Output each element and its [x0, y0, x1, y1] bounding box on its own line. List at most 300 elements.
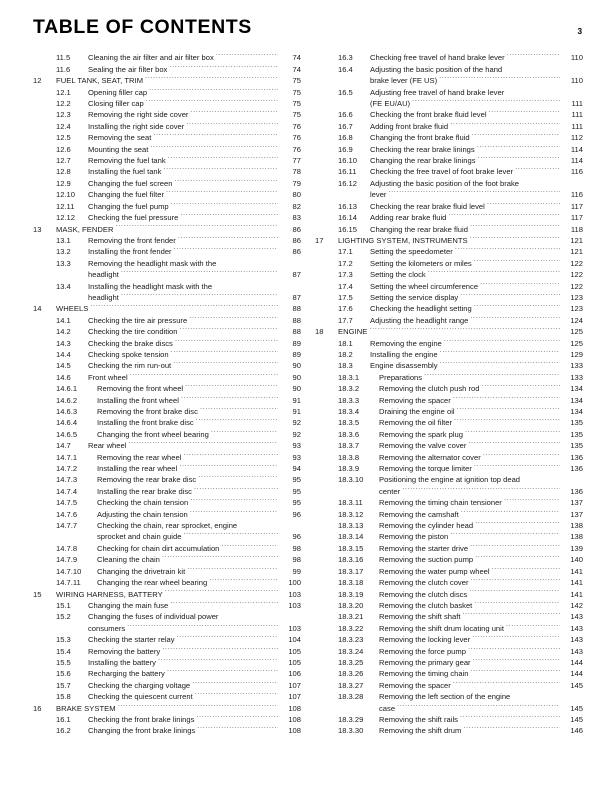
toc-dot-leader: [506, 83, 560, 94]
toc-entry-title: Checking the quiescent current: [88, 692, 193, 702]
toc-entry-title: Removing the camshaft: [379, 509, 459, 519]
toc-entry-number: 18.3.15: [338, 543, 364, 553]
toc-entry-title: Draining the engine oil: [379, 407, 455, 416]
toc-entry-title: Removing the primary gear: [379, 657, 471, 667]
toc-entry-page: 106: [288, 669, 301, 679]
toc-entry-number: 14.7.1: [56, 452, 78, 462]
toc-entry-number: 15.4: [56, 646, 71, 656]
toc-entry-title: Installing the rear brake disc: [97, 486, 192, 496]
toc-entry[interactable]: [33, 49, 301, 63]
toc-entry-number: 12.1: [56, 87, 71, 97]
toc-dot-leader: [463, 722, 560, 733]
toc-entry-title: ENGINE: [338, 327, 368, 337]
toc-entry-title: Checking the starter relay: [88, 635, 175, 645]
toc-entry-title: Recharging the battery: [88, 669, 165, 679]
toc-dot-leader: [507, 49, 560, 60]
toc-entry-title: Engine disassembly: [370, 361, 438, 371]
toc-entry[interactable]: [315, 197, 583, 211]
toc-entry-title: Checking the tire air pressure: [88, 315, 188, 325]
toc-entry-page: 90: [292, 372, 301, 382]
toc-entry-title: Removing the shift drum: [379, 726, 462, 736]
toc-entry-number: 16.6: [338, 110, 353, 120]
toc-entry-page: 75: [292, 87, 301, 97]
toc-entry-page: 99: [292, 566, 301, 576]
toc-dot-leader: [165, 585, 278, 596]
toc-entry-page: 110: [570, 76, 583, 86]
toc-entry[interactable]: [315, 711, 583, 722]
toc-entry-title: lever: [370, 190, 387, 200]
toc-entry-number: 18.3: [338, 361, 353, 371]
toc-entry-title: Adding front brake fluid: [370, 121, 449, 131]
toc-entry-number: 16.5: [338, 87, 353, 97]
toc-entry-number: 17.6: [338, 304, 353, 314]
toc-entry-title: Removing the alternator cover: [379, 452, 481, 462]
toc-entry-title: Removing the shift drum locating unit: [379, 623, 504, 633]
toc-entry-number: 18.3.6: [338, 429, 360, 439]
toc-dot-leader: [521, 174, 560, 185]
toc-entry-number: 13.2: [56, 247, 71, 257]
toc-dot-leader: [149, 83, 278, 94]
toc-dot-leader: [424, 368, 560, 379]
toc-entry-number: 13.1: [56, 235, 71, 245]
toc-dot-leader: [121, 266, 278, 277]
toc-dot-leader: [130, 368, 278, 379]
toc-entry-page: 144: [570, 657, 583, 667]
toc-entry-number: 16.3: [338, 53, 353, 63]
toc-entry-title: WIRING HARNESS, BATTERY: [56, 589, 163, 599]
toc-entry-number: 15.7: [56, 680, 71, 690]
toc-entry-title: Removing the rear wheel: [97, 452, 182, 462]
toc-entry-number: 11.6: [56, 64, 71, 74]
toc-dot-leader: [166, 186, 278, 197]
toc-dot-leader: [470, 665, 560, 676]
toc-entry-page: 88: [292, 315, 301, 325]
toc-dot-leader: [168, 152, 278, 163]
toc-entry-title: Removing the torque limiter: [379, 464, 472, 474]
toc-dot-leader: [174, 243, 278, 254]
toc-entry-page: 100: [288, 578, 301, 588]
toc-entry-number: 18.1: [338, 338, 353, 348]
toc-dot-leader: [183, 528, 278, 539]
toc-dot-leader: [439, 72, 560, 83]
toc-dot-leader: [175, 334, 278, 345]
toc-entry-page: 111: [571, 121, 583, 131]
toc-entry-title: Installing the headlight mask with the: [88, 281, 213, 291]
toc-entry-number: 14.3: [56, 338, 71, 348]
toc-dot-leader: [481, 380, 560, 391]
toc-entry-title: Checking the headlight setting: [370, 304, 472, 314]
toc-entry-number: 14.6.1: [56, 384, 78, 394]
toc-dot-leader: [169, 60, 278, 71]
toc-entry-page: 90: [292, 361, 301, 371]
toc-entry-title: Removing the seat: [88, 133, 152, 143]
toc-entry-title: Changing the front brake fluid: [370, 133, 470, 143]
toc-entry-number: 14.7.2: [56, 464, 78, 474]
toc-dot-leader: [214, 277, 278, 288]
toc-entry-number: 18.3.20: [338, 600, 364, 610]
toc-entry-number: 12.12: [56, 213, 76, 223]
toc-entry-number: 14.7.4: [56, 486, 78, 496]
toc-entry-title: Setting the kilometers or miles: [370, 258, 472, 268]
toc-entry-page: 143: [570, 612, 583, 622]
toc-entry-page: 111: [571, 110, 583, 120]
toc-entry-number: 14.1: [56, 315, 71, 325]
toc-entry-page: 93: [292, 452, 301, 462]
toc-entry-page: 138: [570, 532, 583, 542]
toc-entry-page: 136: [570, 452, 583, 462]
toc-entry-number: 18.3.1: [338, 372, 360, 382]
toc-dot-leader: [174, 174, 278, 185]
toc-entry-page: 121: [570, 235, 583, 245]
toc-entry-page: 86: [292, 224, 301, 234]
toc-entry-page: 134: [570, 384, 583, 394]
toc-dot-leader: [186, 117, 278, 128]
toc-entry-number: 18.3.19: [338, 589, 364, 599]
toc-entry-number: 16.13: [338, 201, 358, 211]
toc-dot-leader: [473, 654, 560, 665]
toc-entry-page: 75: [292, 76, 301, 86]
toc-entry-title: Removing the headlight mask with the: [88, 258, 217, 268]
toc-entry-title: Checking spoke tension: [88, 349, 169, 359]
toc-dot-leader: [185, 380, 278, 391]
toc-entry-number: 15.5: [56, 657, 71, 667]
toc-entry-number: 14.7.3: [56, 475, 78, 485]
toc-dot-leader: [474, 300, 560, 311]
toc-entry-number: 14.7.11: [56, 578, 81, 588]
toc-entry-page: 141: [570, 578, 583, 588]
toc-entry-title: Mounting the seat: [88, 144, 149, 154]
toc-dot-leader: [515, 163, 560, 174]
toc-entry-title: Sealing the air filter box: [88, 64, 168, 74]
toc-dot-leader: [468, 437, 560, 448]
toc-entry-number: 14.4: [56, 349, 71, 359]
toc-dot-leader: [504, 494, 560, 505]
toc-entry-page: 104: [288, 635, 301, 645]
toc-dot-leader: [470, 220, 560, 231]
toc-entry-page: 134: [570, 407, 583, 416]
toc-entry-page: 95: [292, 475, 301, 485]
toc-entry-title: case: [379, 703, 396, 713]
toc-dot-leader: [198, 471, 278, 482]
toc-dot-leader: [118, 699, 278, 710]
toc-entry[interactable]: [33, 300, 301, 314]
toc-entry-page: 139: [570, 543, 583, 553]
toc-entry-number: 18.3.13: [338, 521, 364, 531]
toc-entry-title: Removing the spark plug: [379, 429, 463, 439]
toc-entry-title: Front wheel: [88, 372, 128, 382]
toc-entry-title: Removing the shift shaft: [379, 612, 461, 622]
toc-entry-number: 14.6.3: [56, 407, 78, 416]
toc-entry-page: 98: [292, 543, 301, 553]
toc-dot-leader: [189, 311, 278, 322]
toc-entry-title: Removing the clutch discs: [379, 589, 468, 599]
toc-entry-title: Installing the engine: [370, 349, 438, 359]
page-header: [0, 0, 612, 46]
toc-entry-number: 14.7.8: [56, 543, 78, 553]
toc-entry-title: Checking for chain dirt accumulation: [97, 543, 220, 553]
toc-dot-leader: [457, 403, 560, 414]
toc-entry-page: 107: [288, 692, 301, 702]
toc-entry-title: Setting the clock: [370, 270, 426, 280]
toc-entry-title: Changing the front wheel bearing: [97, 429, 209, 439]
toc-entry-title: Preparations: [379, 372, 423, 382]
toc-entry-page: 76: [292, 144, 301, 154]
toc-dot-leader: [448, 209, 560, 220]
toc-entry-number: 18.3.8: [338, 452, 360, 462]
toc-entry-number: 16.15: [338, 224, 358, 234]
toc-entry-number: 12.5: [56, 133, 71, 143]
toc-dot-leader: [163, 163, 278, 174]
toc-entry-number: 16.7: [338, 121, 353, 131]
toc-entry-number: 18.3.14: [338, 532, 364, 542]
toc-entry-title: brake lever (FE US): [370, 76, 438, 86]
toc-dot-leader: [209, 574, 278, 585]
toc-entry-title: Removing the front fender: [88, 235, 176, 245]
toc-entry-title: Removing the spacer: [379, 680, 451, 690]
toc-dot-leader: [397, 699, 560, 710]
toc-entry[interactable]: [33, 631, 301, 645]
toc-entry-page: 123: [570, 292, 583, 302]
toc-entry-title: Checking the rear brake fluid level: [370, 201, 485, 211]
toc-entry-number: 15.1: [56, 600, 71, 610]
toc-entry-title: Installing the battery: [88, 657, 156, 667]
toc-entry-number: 16.10: [338, 156, 358, 166]
toc-entry-page: 143: [570, 623, 583, 633]
toc-entry-title: Removing the front brake disc: [97, 407, 198, 416]
toc-dot-leader: [187, 562, 278, 573]
toc-entry-page: 140: [570, 555, 583, 565]
toc-dot-leader: [472, 129, 560, 140]
toc-entry-number: 14.6.5: [56, 429, 78, 439]
toc-entry-title: Removing the piston: [379, 532, 449, 542]
toc-entry-number: 14.7.9: [56, 555, 78, 565]
toc-dot-leader: [162, 642, 278, 653]
toc-entry-title: headlight: [88, 270, 119, 280]
toc-entry[interactable]: [315, 83, 583, 97]
toc-dot-leader: [492, 562, 560, 573]
toc-entry-title: Removing the oil filter: [379, 418, 453, 428]
toc-entry-page: 105: [288, 646, 301, 656]
toc-dot-leader: [470, 311, 560, 322]
toc-dot-leader: [216, 49, 278, 60]
toc-entry-page: 83: [292, 213, 301, 223]
toc-entry-page: 122: [570, 281, 583, 291]
toc-dot-leader: [153, 129, 278, 140]
toc-entry-page: 96: [292, 509, 301, 519]
toc-entry-title: Setting the speedometer: [370, 247, 453, 257]
toc-dot-leader: [211, 425, 278, 436]
toc-entry-page: 118: [570, 224, 583, 234]
toc-entry-number: 13.3: [56, 258, 71, 268]
toc-dot-leader: [483, 448, 560, 459]
toc-entry-page: 121: [570, 247, 583, 257]
toc-entry-title: Removing the shift rails: [379, 714, 458, 724]
toc-entry-page: 141: [570, 566, 583, 576]
toc-dot-leader: [522, 471, 560, 482]
toc-dot-leader: [121, 289, 278, 300]
toc-entry-title: Checking the fuel pressure: [88, 213, 179, 223]
toc-entry-title: Adjusting free travel of hand brake lever: [370, 87, 505, 97]
toc-dot-leader: [196, 414, 278, 425]
toc-entry-number: 12: [33, 76, 42, 86]
toc-entry-page: 135: [570, 441, 583, 451]
toc-dot-leader: [179, 460, 278, 471]
toc-dot-leader: [173, 357, 278, 368]
toc-dot-leader: [440, 357, 560, 368]
toc-entry-page: 146: [570, 726, 583, 736]
toc-entry-number: 18.3.18: [338, 578, 364, 588]
toc-entry-title: Installing the front fender: [88, 247, 172, 257]
toc-entry-number: 14.2: [56, 327, 71, 337]
toc-entry-title: Adjusting the headlight range: [370, 315, 469, 325]
toc-entry[interactable]: [33, 277, 301, 291]
toc-entry-title: Checking the rim run-out: [88, 361, 172, 371]
toc-entry-number: 18: [315, 327, 324, 337]
toc-entry[interactable]: [315, 106, 583, 120]
toc-dot-leader: [461, 505, 560, 516]
toc-entry-page: 88: [292, 304, 301, 314]
toc-entry-title: WHEELS: [56, 304, 89, 314]
toc-entry-page: 124: [570, 315, 583, 325]
toc-dot-leader: [475, 517, 560, 528]
toc-dot-leader: [197, 722, 278, 733]
toc-entry-number: 16.12: [338, 178, 358, 188]
toc-dot-leader: [171, 197, 278, 208]
toc-entry-title: LIGHTING SYSTEM, INSTRUMENTS: [338, 235, 468, 245]
toc-entry-number: 18.3.2: [338, 384, 360, 394]
toc-entry-number: 14.7.6: [56, 509, 78, 519]
toc-entry-title: Changing the fuel pump: [88, 201, 169, 211]
toc-entry-number: 18.3.9: [338, 464, 360, 474]
toc-dot-leader: [472, 631, 560, 642]
toc-entry-number: 18.3.3: [338, 395, 360, 405]
toc-entry-number: 18.3.5: [338, 418, 360, 428]
toc-entry-title: Installing the right side cover: [88, 121, 185, 131]
toc-entry-title: Adjusting the basic position of the hand: [370, 64, 503, 74]
toc-dot-leader: [474, 597, 560, 608]
toc-dot-leader: [127, 619, 278, 630]
toc-dot-leader: [162, 551, 278, 562]
toc-entry-number: 16: [33, 703, 42, 713]
toc-entry-page: 114: [570, 156, 583, 166]
toc-entry-number: 13.4: [56, 281, 71, 291]
toc-entry-page: 103: [288, 589, 301, 599]
toc-dot-leader: [512, 688, 560, 699]
toc-dot-leader: [468, 642, 560, 653]
toc-entry-page: 117: [570, 213, 583, 223]
toc-entry-title: Adjusting the basic position of the foot brake: [370, 178, 520, 188]
toc-entry-page: 108: [288, 714, 301, 724]
toc-entry-number: 12.10: [56, 190, 76, 200]
toc-entry-title: Adjusting the chain tension: [97, 509, 188, 519]
toc-dot-leader: [412, 95, 560, 106]
toc-entry-page: 112: [570, 133, 583, 143]
toc-entry-title: Cleaning the air filter and air filter box: [88, 53, 214, 63]
toc-entry-page: 103: [288, 623, 301, 633]
toc-entry-title: Changing the front brake linings: [88, 726, 196, 736]
toc-entry-page: 77: [292, 156, 301, 166]
toc-entry-title: Removing the fuel tank: [88, 156, 166, 166]
toc-entry-number: 14.7.10: [56, 566, 82, 576]
toc-column-right: [315, 49, 583, 736]
toc-entry-number: 12.11: [56, 201, 75, 211]
toc-columns: [0, 49, 612, 789]
toc-entry-page: 117: [570, 201, 583, 211]
toc-entry-page: 76: [292, 133, 301, 143]
toc-entry-number: 12.4: [56, 121, 71, 131]
toc-dot-leader: [475, 551, 560, 562]
toc-entry-title: Removing the front wheel: [97, 384, 184, 394]
toc-entry-page: 86: [292, 235, 301, 245]
toc-entry-page: 74: [292, 64, 301, 74]
toc-entry-title: Removing the water pump wheel: [379, 566, 490, 576]
toc-dot-leader: [388, 186, 560, 197]
toc-entry-number: 18.3.29: [338, 714, 364, 724]
toc-entry-number: 18.3.24: [338, 646, 364, 656]
toc-entry-page: 79: [292, 178, 301, 188]
toc-entry-title: Checking the front brake linings: [88, 714, 195, 724]
toc-entry-title: consumers: [88, 623, 126, 633]
toc-entry-number: 14.7.7: [56, 521, 78, 531]
toc-dot-leader: [200, 403, 278, 414]
toc-entry-title: Removing the locking lever: [379, 635, 471, 645]
toc-dot-leader: [170, 597, 278, 608]
toc-entry-page: 96: [292, 532, 301, 542]
toc-entry-number: 17: [315, 235, 324, 245]
toc-entry-number: 16.14: [338, 213, 358, 223]
toc-entry-title: Setting the wheel circumference: [370, 281, 479, 291]
toc-dot-leader: [454, 414, 560, 425]
toc-entry-page: 95: [292, 498, 301, 508]
toc-entry-number: 16.9: [338, 144, 353, 154]
toc-dot-leader: [474, 254, 560, 265]
toc-entry-page: 136: [570, 486, 583, 496]
toc-entry-number: 18.3.27: [338, 680, 364, 690]
toc-entry-page: 98: [292, 555, 301, 565]
toc-entry-page: 91: [292, 395, 301, 405]
toc-entry-page: 86: [292, 247, 301, 257]
toc-entry-number: 15.2: [56, 612, 71, 622]
toc-dot-leader: [194, 482, 278, 493]
toc-entry-title: Rear wheel: [88, 441, 127, 451]
toc-entry-page: 135: [570, 418, 583, 428]
toc-entry-title: Checking the front brake fluid level: [370, 110, 487, 120]
toc-entry[interactable]: [315, 49, 583, 63]
toc-entry-page: 142: [570, 600, 583, 610]
toc-dot-leader: [195, 688, 278, 699]
toc-dot-leader: [183, 448, 278, 459]
folio-page-number: 3: [577, 27, 582, 36]
toc-entry-title: Changing the fuses of individual power: [88, 612, 219, 622]
toc-dot-leader: [450, 117, 560, 128]
toc-entry-number: 15.6: [56, 669, 71, 679]
toc-entry-title: Checking the charging voltage: [88, 680, 191, 690]
toc-entry-page: 95: [292, 486, 301, 496]
toc-entry-page: 138: [570, 521, 583, 531]
toc-entry-number: 18.3.11: [338, 498, 363, 508]
toc-entry-title: Changing the main fuse: [88, 600, 169, 610]
toc-entry[interactable]: [315, 494, 583, 508]
toc-dot-leader: [453, 391, 560, 402]
toc-entry-number: 18.3.10: [338, 475, 364, 485]
toc-entry-page: 110: [570, 53, 583, 63]
toc-entry-page: 125: [570, 327, 583, 337]
toc-entry-number: 18.3.7: [338, 441, 360, 451]
toc-dot-leader: [428, 266, 560, 277]
toc-entry-page: 92: [292, 429, 301, 439]
toc-dot-leader: [477, 140, 560, 151]
toc-entry-title: Changing the fuel filter: [88, 190, 164, 200]
